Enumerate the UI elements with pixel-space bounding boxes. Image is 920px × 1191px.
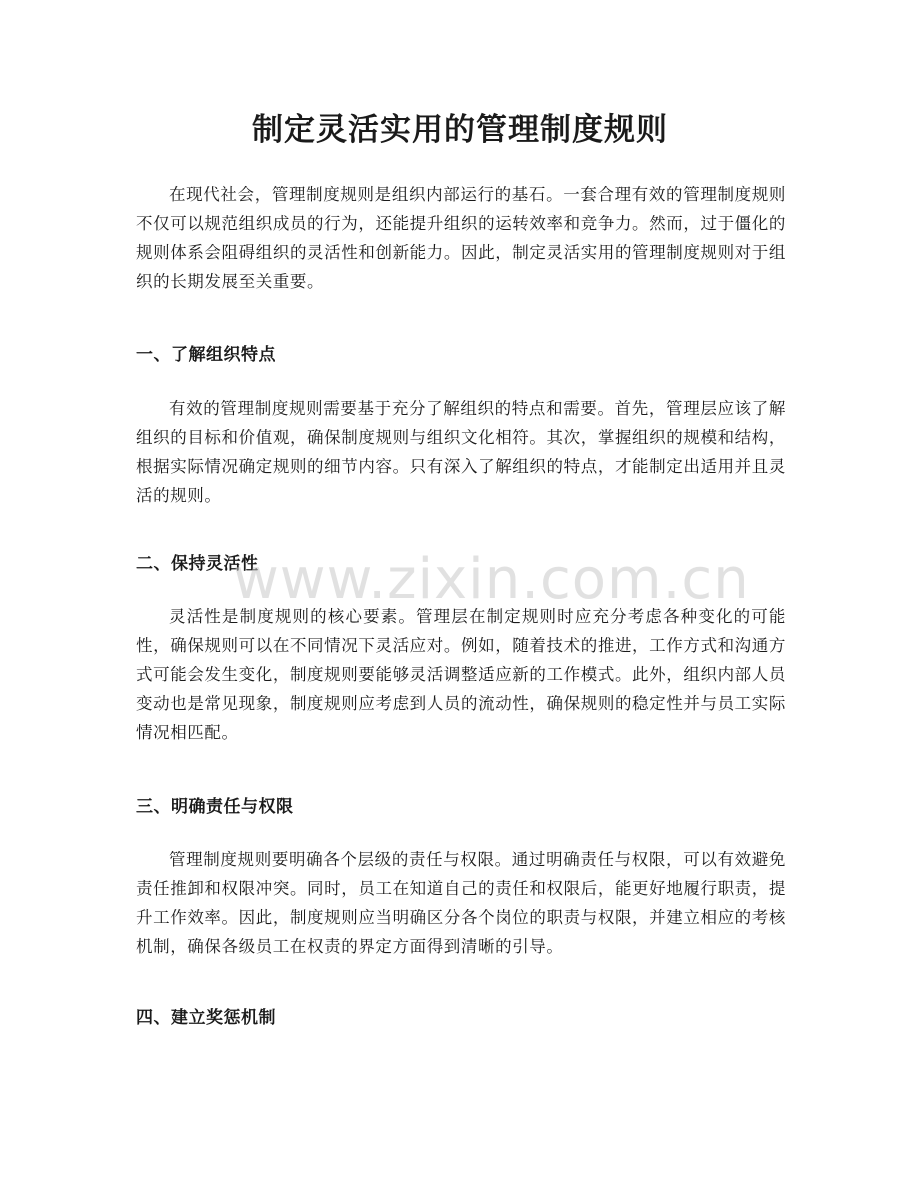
section-heading-1: 一、了解组织特点 bbox=[136, 345, 276, 365]
document-title: 制定灵活实用的管理制度规则 bbox=[252, 112, 668, 148]
watermark: www.zixin.com.cn bbox=[233, 547, 750, 612]
section-body-3: 管理制度规则要明确各个层级的责任与权限。通过明确责任与权限，可以有效避免责任推卸和权限冲突。同时，员工在知道自己的责任和权限后，能更好地履行职责，提升工作效率。因此，制度规则应当明确区分各个岗位的职责与权限，并建立相应的考核机制，确保各级员工在权责的界定方面得到清晰的引导。 bbox=[136, 850, 786, 956]
intro-paragraph: 在现代社会，管理制度规则是组织内部运行的基石。一套合理有效的管理制度规则不仅可以规范组织成员的行为，还能提升组织的运转效率和竞争力。然而，过于僵化的规则体系会阻碍组织的灵活性和创新能力。因此，制定灵活实用的管理制度规则对于组织的长期发展至关重要。 bbox=[136, 185, 786, 291]
section-heading-4: 四、建立奖惩机制 bbox=[136, 1008, 276, 1028]
section-heading-2: 二、保持灵活性 bbox=[136, 554, 259, 574]
section-heading-3: 三、明确责任与权限 bbox=[136, 797, 294, 817]
section-body-2: 灵活性是制度规则的核心要素。管理层在制定规则时应充分考虑各种变化的可能性，确保规则可以在不同情况下灵活应对。例如，随着技术的推进，工作方式和沟通方式可能会发生变化，制度规则要能够灵活调整适应新的工作模式。此外，组织内部人员变动也是常见现象，制度规则应考虑到人员的流动性，确保规则的稳定性并与员工实际情况相匹配。 bbox=[136, 607, 786, 742]
section-body-1: 有效的管理制度规则需要基于充分了解组织的特点和需要。首先，管理层应该了解组织的目标和价值观，确保制度规则与组织文化相符。其次，掌握组织的规模和结构，根据实际情况确定规则的细节内容。只有深入了解组织的特点，才能制定出适用并且灵活的规则。 bbox=[136, 399, 786, 505]
